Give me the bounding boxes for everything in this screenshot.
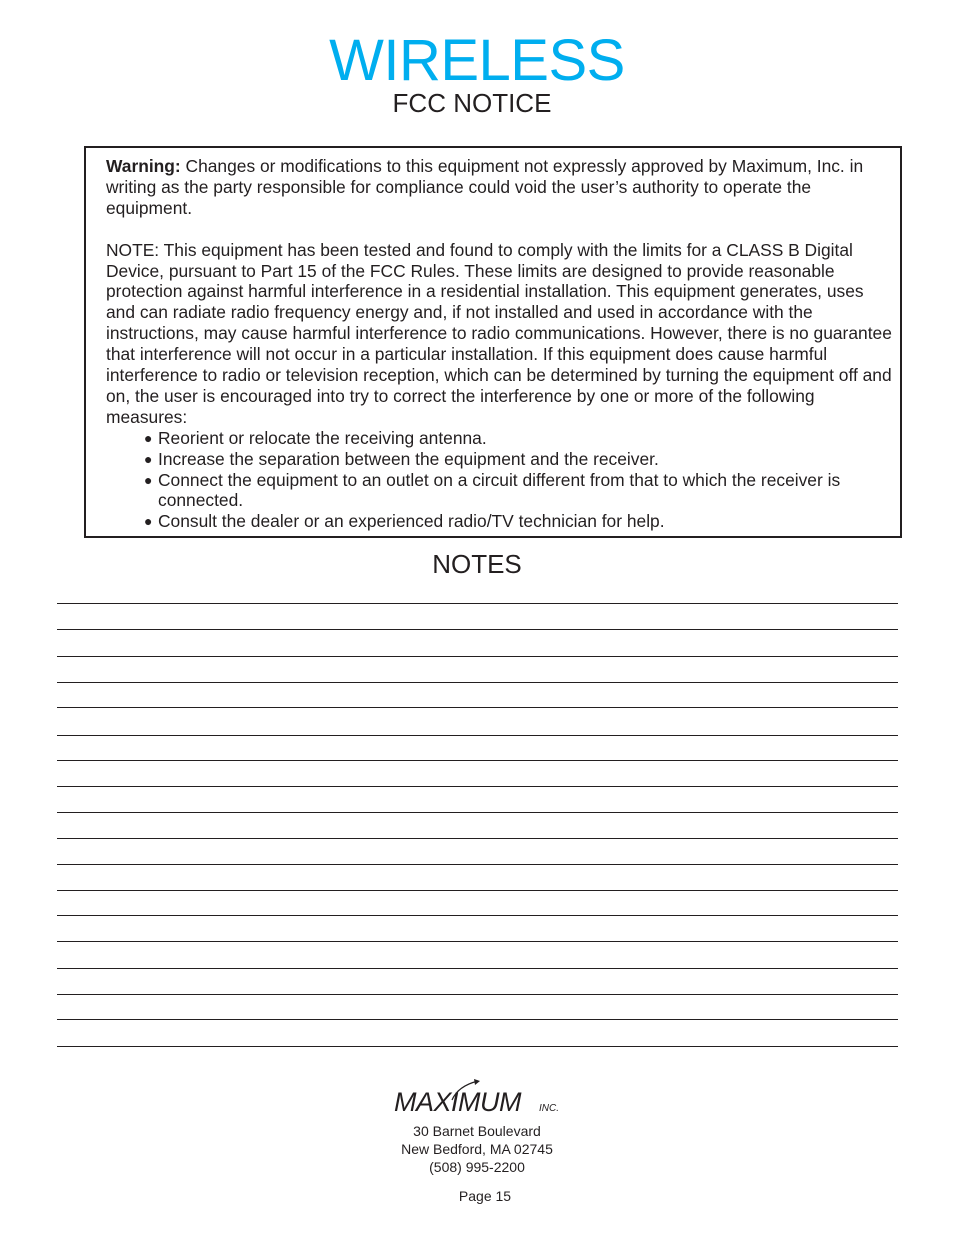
measures-list	[106, 428, 896, 533]
phone-number: (508) 995-2200	[429, 1159, 525, 1175]
list-item: ● Consult the dealer or an experienced radio/TV technician for help.	[144, 511, 665, 532]
warning-paragraph	[106, 156, 896, 219]
fcc-notice-text	[106, 156, 896, 532]
list-item: ● Reorient or relocate the receiving antenna.	[144, 427, 487, 448]
note-line	[57, 656, 898, 657]
bullet-icon: ●	[144, 429, 153, 446]
note-line	[57, 760, 898, 761]
bullet-icon: ●	[144, 471, 153, 488]
warning-text: Changes or modifications to this equipment not expressly approved by Maximum, Inc. in writing as the party responsible for compliance could void the user’s authority to operate the equipment.	[106, 156, 864, 218]
note-line	[57, 994, 898, 995]
logo-suffix: INC.	[539, 1103, 559, 1114]
note-line	[57, 735, 898, 736]
address-line-2: New Bedford, MA 02745	[401, 1141, 553, 1157]
note-line	[57, 812, 898, 813]
note-line	[57, 968, 898, 969]
address-line-1: 30 Barnet Boulevard	[413, 1123, 541, 1139]
list-item: ● Increase the separation between the equipment and the receiver.	[144, 448, 659, 469]
warning-label: Warning:	[106, 156, 181, 176]
note-paragraph: NOTE: This equipment has been tested and found to comply with the limits for a CLASS B Digital Device, pursuant to Part 15 of the FCC Rules. These limits are designed to provide reasonable protection against harmful interference in a residential installation. This equipment generates, uses and can radiate radio frequency energy and, if not installed and used in accordance with the instructions, may cause harmful interference to radio communications. However, there is no guarantee that interference will not occur in a particular installation. If this equipment does cause harmful interference to radio or television reception, which can be determined by turning the equipment off and on, the user is encouraged into try to correct the interference by one or more of the following measures:	[106, 239, 892, 427]
maximum-logo	[392, 1078, 572, 1118]
notes-title: NOTES	[432, 549, 522, 579]
note-line	[57, 838, 898, 839]
note-line	[57, 915, 898, 916]
page-number: Page 15	[458, 1188, 512, 1204]
note-line	[57, 707, 898, 708]
list-item: ● Connect the equipment to an outlet on a circuit different from that to which the receiver is connected.	[144, 469, 841, 511]
note-line	[57, 1046, 898, 1047]
note-line	[57, 941, 898, 942]
note-line	[57, 864, 898, 865]
page-title: WIRELESS	[329, 28, 625, 93]
logo-arrow-icon	[474, 1079, 480, 1085]
note-line	[57, 682, 898, 683]
note-line	[57, 629, 898, 630]
page-subtitle: FCC NOTICE	[392, 88, 552, 118]
bullet-icon: ●	[144, 450, 153, 467]
bullet-icon: ●	[144, 513, 153, 530]
fcc-notice-box	[84, 146, 902, 538]
note-line	[57, 1019, 898, 1020]
note-line	[57, 786, 898, 787]
logo-wordmark: MAXIMUM	[394, 1087, 521, 1117]
note-line	[57, 890, 898, 891]
note-line	[57, 603, 898, 604]
